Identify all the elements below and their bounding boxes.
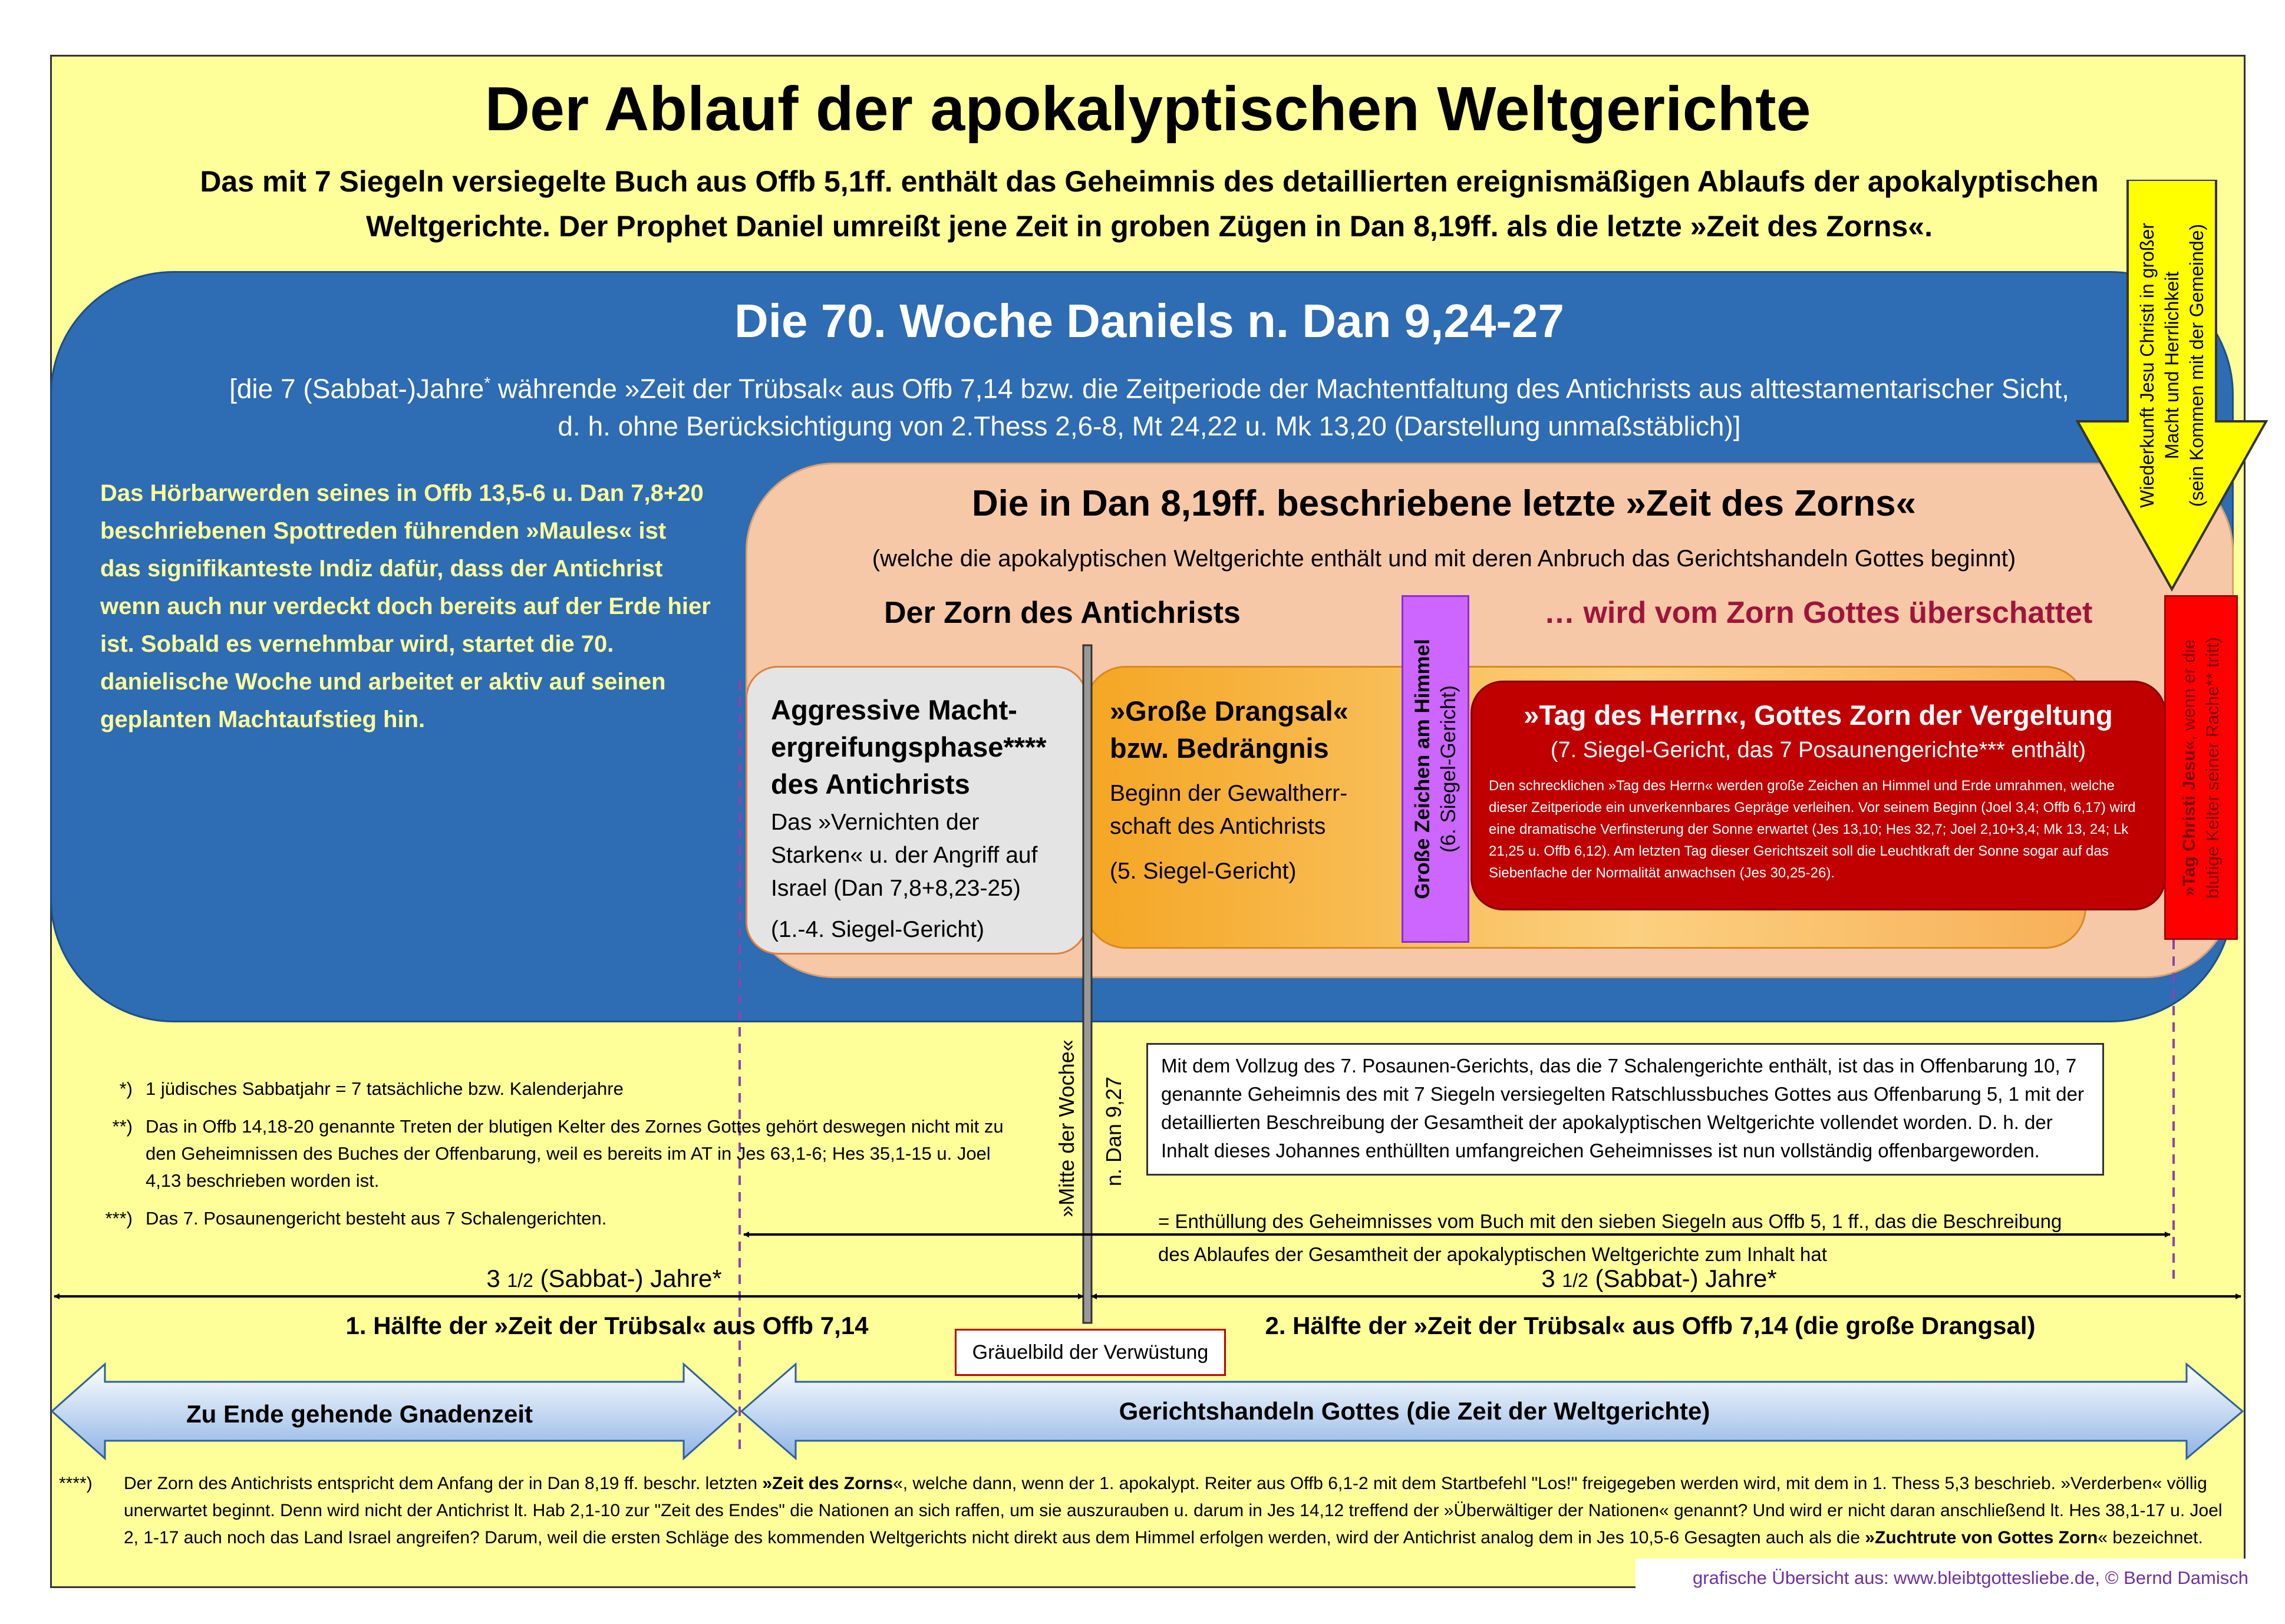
second-half-years	[1468, 1261, 1851, 1298]
first-half-years	[413, 1261, 796, 1298]
footnote-3	[59, 1205, 1014, 1232]
footnote-mark: ***)	[105, 1208, 133, 1229]
footnote-text-part: «, welche dann, wenn der 1. apokalypt. Reiter aus Offb 6,1-2 mit dem Startbefehl "Los!" freigegeben werden wird, mit dem in 1. Thess 5,3 beschrieb. »Verderben« völlig unerwartet beginnt. Denn wird nicht der Antichrist lt. Hab 2,1-10 zur "Zeit des Endes" die Nationen an sich raffen, um sie auszurauben u. darum in Jes 14,12 treffend der »Überwältiger der Nationen« genannt? Und wird er nicht daran anschließend lt. Hes 38,1-17 u. Joel 2, 1-17 auch noch das Land Israel angreifen? Darum, weil die ersten Schläge des kommenden Weltgerichts nicht direkt aus dem Himmel erfolgen werden, wird der Antichrist analog dem in Jes 10,5-6 Gesagten auch als die	[124, 1474, 2223, 1547]
years-number: 3	[1541, 1265, 1562, 1292]
mitte-der-woche-label	[1049, 1025, 1084, 1232]
machtergreifung-heading: Aggressive Macht-ergreifungsphase**** des Antichrists	[771, 694, 1047, 800]
grosse-drangsal-siegel: (5. Siegel-Gericht)	[1110, 859, 1297, 884]
years-fraction: 1/2	[507, 1270, 533, 1291]
tag-des-herrn-subtitle: (7. Siegel-Gericht, das 7 Posaunengerichte*** enthält)	[1550, 738, 2086, 763]
subtitle-part-b: währende »Zeit der Trübsal« aus Offb 7,14 bzw. die Zeitperiode der Machtentfaltung des Antichrists aus alttestamentarischer Sicht,	[490, 373, 2069, 404]
gerichtshandeln-label: Gerichtshandeln Gottes (die Zeit der Weltgerichte)	[1119, 1397, 1710, 1425]
subtitle-line-1: Das mit 7 Siegeln versiegelte Buch aus Offb 5,1ff. enthält das Geheimnis des detaillierten ereignismäßigen Ablaufs der apokalyptischen	[200, 165, 2099, 198]
footnote-text-part: Der Zorn des Antichrists entspricht dem Anfang der in Dan 8,19 ff. beschr. letzten	[124, 1474, 763, 1493]
enthuellung-label: = Enthüllung des Geheimnisses vom Buch mit den sieben Siegeln aus Offb 5, 1 ff., das die Beschreibung des Ablaufes der Gesamtheit der apokalyptischen Weltgerichte zum Inhalt hat	[1158, 1210, 2062, 1265]
subtitle-part-a: [die 7 (Sabbat-)Jahre	[229, 373, 484, 404]
antichrist-mouth-text: Das Hörbarwerden seines in Offb 13,5-6 u. Dan 7,8+20 beschriebenen Spottreden führenden »Maules« ist das signifikanteste Indiz dafür, dass der Antichrist wenn auch nur verdeckt doch bereits auf der Erde hier ist. Sobald es vernehmbar wird, startet die 70. danielische Woche und arbeitet er aktiv auf seinen geplanten Machtaufstieg hin.	[100, 480, 711, 732]
tag-christi-heading: »Tag Christi Jesu«	[2179, 740, 2199, 896]
grosse-zeichen-siegel: (6. Siegel-Gericht)	[1436, 685, 1460, 853]
footnotes	[59, 1075, 1014, 1243]
years-number: 3	[486, 1265, 507, 1292]
tag-des-herrn-heading: »Tag des Herrn«, Gottes Zorn der Vergeltung	[1524, 699, 2113, 731]
wiederkunft-line-2: Macht und Herrlichkeit	[2161, 271, 2182, 460]
zorn-gottes-label: … wird vom Zorn Gottes überschattet	[1544, 596, 2093, 630]
years-unit: (Sabbat-) Jahre*	[533, 1265, 722, 1292]
grosse-drangsal-body: Beginn der Gewaltherr-schaft des Antichrists	[1110, 781, 1348, 839]
machtergreifung-siegel: (1.-4. Siegel-Gericht)	[771, 917, 984, 942]
info-part-2: genannte Geheimnis des mit 7 Siegeln versiegelten Ratschlussbuches Gottes aus Offenbarung 5, 1 mit der detaillierten Beschreibung der Gesamtheit der apokalyptischen Weltgerichte vollendet worden. D. h. der Inhalt dieses Johannes enthüllten umfangreichen Geheimnisses ist nun vollständig offenbargeworden.	[1161, 1083, 2084, 1161]
footnote-2	[59, 1113, 1014, 1194]
years-fraction: 1/2	[1562, 1270, 1588, 1291]
footnote-star: *	[484, 374, 491, 392]
geheimnis-vollendet-box	[1146, 1043, 2104, 1176]
footnote-bold-part: »Zuchtrute von Gottes Zorn	[1865, 1528, 2098, 1547]
credit-line: grafische Übersicht aus: www.bleibtgottesliebe.de, © Bernd Damisch	[1636, 1559, 2260, 1597]
grosse-zeichen-heading: Große Zeichen am Himmel	[1410, 639, 1434, 899]
zorn-antichrist-label: Der Zorn des Antichrists	[884, 596, 1241, 630]
seventieth-week-title: Die 70. Woche Daniels n. Dan 9,24-27	[734, 295, 1564, 347]
footnote-mark: ****)	[59, 1474, 93, 1493]
graeuelbild-box: Gräuelbild der Verwüstung	[955, 1329, 1226, 1376]
footnote-text	[124, 1470, 2228, 1552]
mitte-der-woche-text: »Mitte der Woche«	[1054, 1039, 1079, 1217]
subtitle-line-2: d. h. ohne Berücksichtigung von 2.Thess 2,6-8, Mt 24,22 u. Mk 13,20 (Darstellung unmaßstäblich)]	[558, 411, 1741, 442]
machtergreifung-body: Das »Vernichten der Starken« u. der Angriff auf Israel (Dan 7,8+8,23-25)	[771, 810, 1038, 901]
footnote-text-part: « bezeichnet.	[2098, 1528, 2203, 1547]
zeit-des-zorns-title: Die in Dan 8,19ff. beschriebene letzte »Zeit des Zorns«	[971, 483, 1917, 524]
grosse-drangsal-heading: »Große Drangsal« bzw. Bedrängnis	[1110, 695, 1348, 764]
gnadenzeit-label: Zu Ende gehende Gnadenzeit	[186, 1400, 533, 1428]
tag-christi-rest: , wenn er die	[2179, 639, 2199, 741]
footnote-text: 1 jüdisches Sabbatjahr = 7 tatsächliche bzw. Kalenderjahre	[146, 1078, 624, 1099]
tag-des-herrn-body: Den schrecklichen »Tag des Herrn« werden große Zeichen an Himmel und Erde umrahmen, welche dieser Zeitperiode ein unverkennbares Gepräge verleihen. Vor seinem Beginn (Joel 3,4; Offb 6,17) wird eine dramatische Verfinsterung der Sonne erwartet (Jes 13,10; Hes 32,7; Joel 2,10+3,4; Mk 13, 24; Lk 21,25 u. Offb 6,12). Am letzten Tag dieser Gerichtszeit soll die Leuchtkraft der Sonne sogar auf das Siebenfache der Normalität anwachsen (Jes 30,25-26).	[1489, 778, 2136, 881]
first-half-label: 1. Hälfte der »Zeit der Trübsal« aus Offb 7,14	[345, 1312, 869, 1339]
wiederkunft-line-3: (sein Kommen mit der Gemeinde)	[2186, 223, 2207, 507]
footnote-4	[59, 1470, 2228, 1552]
years-unit: (Sabbat-) Jahre*	[1588, 1265, 1777, 1292]
footnote-bold-part: »Zeit des Zorns	[762, 1474, 893, 1493]
info-part-1: Mit dem Vollzug des 7. Posaunen-Gerichts, das die 7 Schalengerichte enthält, ist das in	[1161, 1055, 1920, 1077]
footnote-mark: **)	[112, 1116, 133, 1137]
footnote-text: Das 7. Posaunengericht besteht aus 7 Schalengerichten.	[146, 1208, 607, 1229]
dan-927-label	[1096, 1049, 1132, 1214]
wiederkunft-line-1: Wiederkunft Jesu Christi in großer	[2136, 223, 2158, 508]
footnote-text: Das in Offb 14,18-20 genannte Treten der blutigen Kelter des Zornes Gottes gehört deswegen nicht mit zu den Geheimnissen des Buches der Offenbarung, weil es bereits im AT in Jes 63,1-6; Hes 35,1-15 u. Joel 4,13 beschrieben worden ist.	[146, 1116, 1004, 1191]
zeit-des-zorns-subtitle: (welche die apokalyptischen Weltgerichte enthält und mit deren Anbruch das Gerichtshandeln Gottes beginnt)	[872, 546, 2016, 572]
mitte-der-woche-bar	[1083, 645, 1092, 1323]
footnote-1	[59, 1075, 1014, 1103]
second-half-label: 2. Hälfte der »Zeit der Trübsal« aus Offb 7,14 (die große Drangsal)	[1265, 1312, 2036, 1339]
subtitle-line-2: Weltgerichte. Der Prophet Daniel umreißt jene Zeit in groben Zügen in Dan 8,19ff. als die letzte »Zeit des Zorns«.	[366, 210, 1933, 243]
tag-christi-line-2: blutige Kelter seiner Rache** tritt)	[2202, 636, 2223, 899]
info-ref: Offenbarung 10, 7	[1920, 1055, 2077, 1077]
dan-927-text: n. Dan 9,27	[1102, 1076, 1126, 1187]
footnote-mark: *)	[119, 1078, 133, 1099]
page-title: Der Ablauf der apokalyptischen Weltgerichte	[484, 74, 1811, 144]
